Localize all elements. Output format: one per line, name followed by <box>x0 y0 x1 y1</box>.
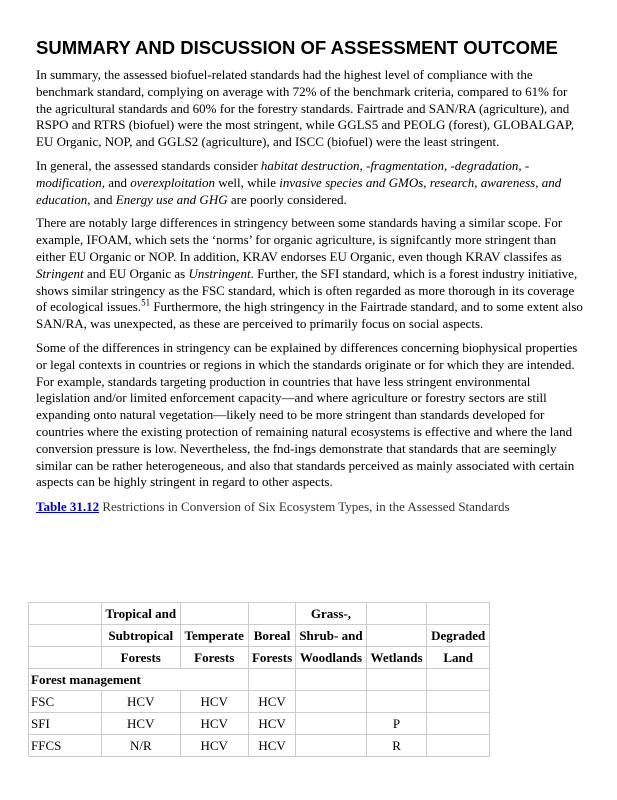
table-row: FFCS N/R HCV HCV R <box>29 735 490 757</box>
col-header-tropical: Tropical and <box>102 603 181 625</box>
footnote-ref[interactable]: 51 <box>141 298 151 309</box>
paragraph-explanation: Some of the differences in stringency can be explained by differences concerning biophysical properties or legal contexts in countries or regions in which the standards originate or for which they are intended. For example, standards targeting production in countries that have less stringent environmental legislation and/or limited enforcement capacity—and where agriculture or forestry sectors are still expanding onto natural vegetation—likely need to be more stringent than standards developed for countries where the existing protection of remaining natural ecosystems is effective and where the land conversion pressure is low. Nevertheless, the fnd-ings demonstrate that standards that are seemingly similar can be rather heterogeneous, and also that standards perceived as mainly associated with certain aspects can be highly stringent in regard to other aspects. <box>36 339 578 490</box>
col-header-temperate: Temperate <box>180 625 248 647</box>
paragraph-summary: In summary, the assessed biofuel-related standards had the highest level of compliance with the benchmark standard, complying on average with 72% of the benchmark criteria, compared to 61% for the agricultural standards and 60% for the forestry standards. Fairtrade and SAN/RA (agriculture), and RSPO and RTRS (biofuel) were the most stringent, while GGLS5 and PEOLG (forest), GLOBALGAP, EU Organic, NOP, and GGLS2 (agriculture), and ISCC (biofuel) were the least stringent. <box>36 67 574 150</box>
row-label: FSC <box>29 691 102 713</box>
col-header-boreal: Boreal <box>248 625 295 647</box>
table-row: SFI HCV HCV HCV P <box>29 713 490 735</box>
page <box>36 36 584 521</box>
section-label: Forest management <box>29 669 249 691</box>
section-heading: SUMMARY AND DISCUSSION OF ASSESSMENT OUTCOME <box>36 37 558 58</box>
paragraph-differences: There are notably large differences in stringency between some standards having a similar scope. For example, IFOAM, which sets the ‘norms’ for organic agriculture, is signifcantly more stringent than either EU Organic or NOP. In addition, KRAV endorses EU Organic, even though KRAV classifes as Stringent and EU Organic as Unstringent. Further, the SFI standard, which is a forest industry initiative, shows similar stringency as the FSC standard, which is often regarded as more thorough in its coverage of ecological issues.$^{51}$ Furthermore, the high stringency in the Fairtrade standard, and to some extent also SAN/RA, was unexpected, as these are perceived to primarily focus on social aspects. <box>36 215 583 332</box>
header-row: Subtropical Temperate Boreal Shrub- and Degraded <box>29 625 490 647</box>
col-header-wetlands: Wetlands <box>366 647 427 669</box>
conversion-table <box>28 602 490 757</box>
section-row <box>29 669 490 691</box>
col-header-degraded: Degraded <box>427 625 490 647</box>
col-header-grass: Grass-, <box>296 603 367 625</box>
paragraph-general: In general, the assessed standards consider habitat destruction, -fragmentation, -degradation, -modification, and overexploitation well, while invasive species and GMOs, research, awareness, and education, and Energy use and GHG are poorly considered. <box>36 157 562 207</box>
table-link[interactable]: Table 31.12 <box>36 499 100 515</box>
header-row <box>29 603 490 625</box>
table-row: FSC HCV HCV HCV <box>29 691 490 713</box>
row-label: SFI <box>29 713 102 735</box>
table-caption: Table 31.12 Restrictions in Conversion of Six Ecosystem Types, in the Assessed Standards <box>36 499 510 515</box>
header-row: Forests Forests Forests Woodlands Wetlands Land <box>29 647 490 669</box>
row-label: FFCS <box>29 735 102 757</box>
